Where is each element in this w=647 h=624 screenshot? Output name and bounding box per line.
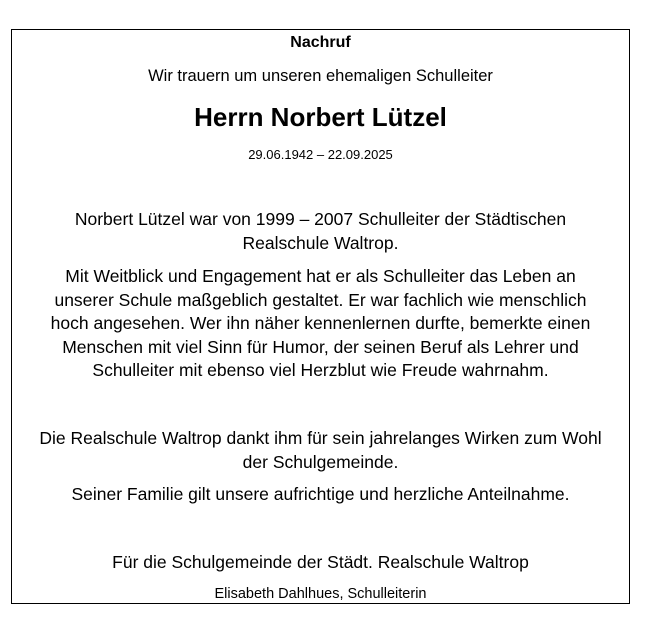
paragraph-line: Mit Weitblick und Engagement hat er als Schulleiter das Leben an (65, 266, 576, 286)
paragraph-line: unserer Schule maßgeblich gestaltet. Er war fachlich wie menschlich (54, 289, 587, 310)
notice-heading: Nachruf (290, 34, 351, 51)
paragraph-line: Die Realschule Waltrop dankt ihm für sein jahrelanges Wirken zum Wohl (39, 428, 602, 448)
paragraph-line: Menschen mit viel Sinn für Humor, der seinen Beruf als Lehrer und (62, 336, 579, 357)
paragraph-tenure (11, 208, 630, 255)
deceased-name: Herrn Norbert Lützel (194, 102, 447, 132)
closing-line: Für die Schulgemeinde der Städt. Realschule Waltrop (112, 552, 529, 572)
paragraph-line: Norbert Lützel war von 1999 – 2007 Schulleiter der Städtischen (74, 209, 567, 229)
paragraph-line: Schulleiter mit ebenso viel Herzblut wie Freude wahrnahm. (92, 360, 549, 380)
paragraph-line: hoch angesehen. Wer ihn näher kennenlernen durfte, bemerkte einen (50, 313, 591, 333)
intro-text: Wir trauern um unseren ehemaligen Schulleiter (148, 67, 493, 85)
paragraph-thanks (11, 427, 630, 474)
paragraph-condolence (11, 483, 630, 507)
life-dates: 29.06.1942 – 22.09.2025 (248, 147, 393, 162)
paragraph-tribute (11, 265, 630, 383)
paragraph-line: Seiner Familie gilt unsere aufrichtige und herzliche Anteilnahme. (71, 484, 570, 504)
paragraph-line: Realschule Waltrop. (242, 232, 399, 253)
paragraph-line: der Schulgemeinde. (242, 451, 399, 472)
signature-line: Elisabeth Dahlhues, Schulleiterin (214, 586, 427, 602)
